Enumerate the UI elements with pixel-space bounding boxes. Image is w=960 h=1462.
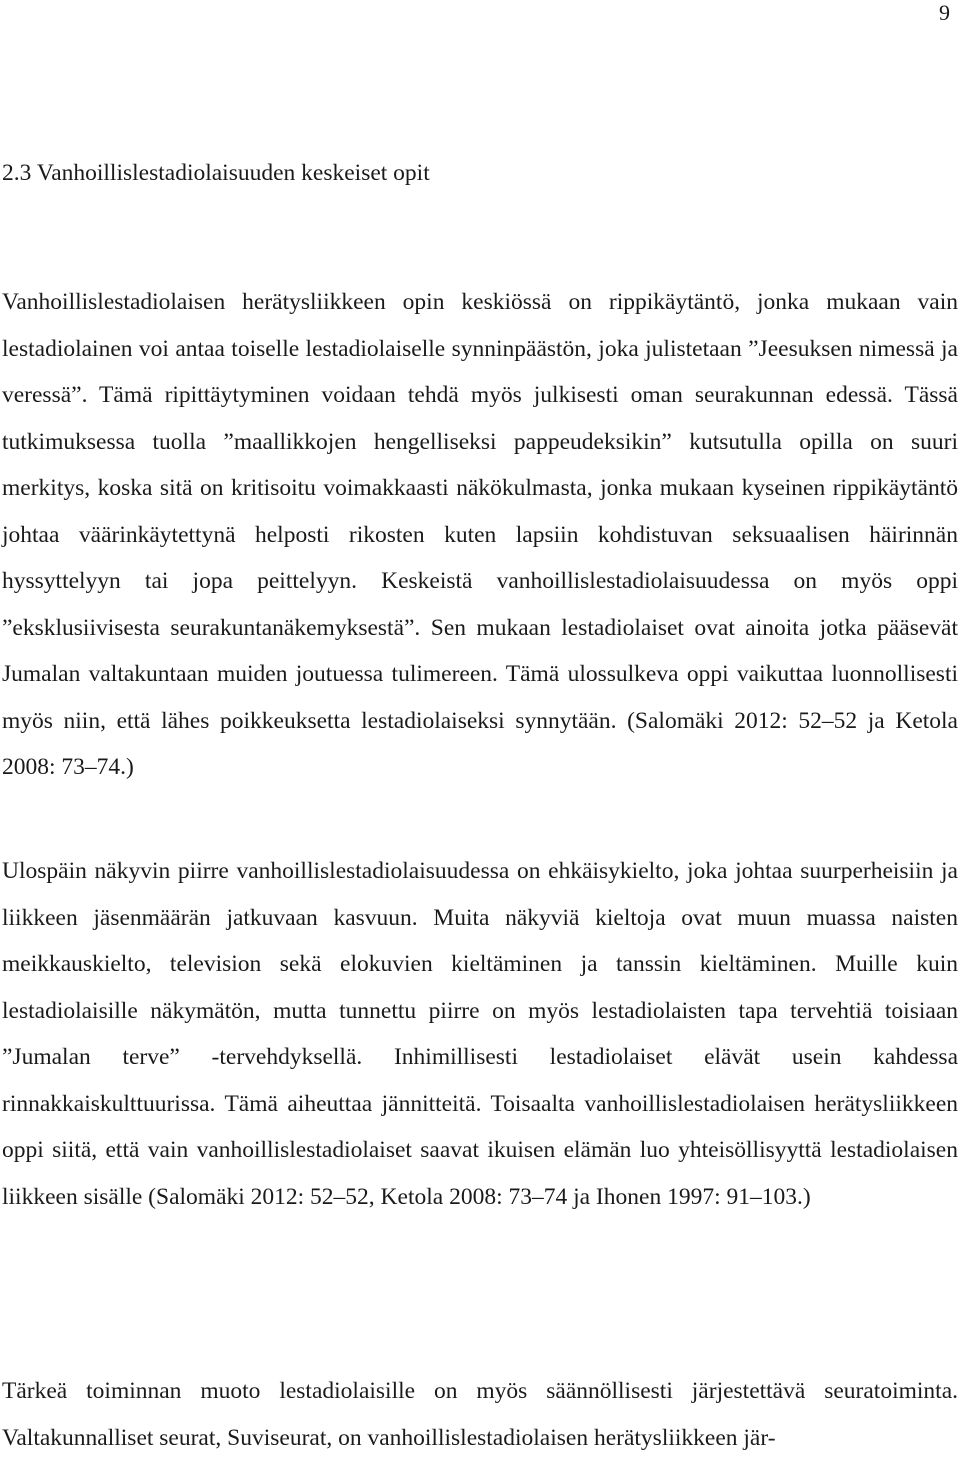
paragraph-ehkaisykielto: Ulospäin näkyvin piirre vanhoillislestadiolaisuudessa on ehkäisykielto, joka johtaa suurperheisiin ja liikkeen jäsenmäärän jatkuvaan kasvuun. Muita näkyviä kieltoja ovat muun muassa naisten meikkauskielto, television sekä elokuvien kieltäminen ja tanssin kieltäminen. Muille kuin lestadiolaisille näkymätön, mutta tunnettu piirre on myös lestadiolaisten tapa tervehtiä toisiaan ”Jumalan terve” -tervehdyksellä. Inhimillisesti lestadiolaiset elävät usein kahdessa rinnakkaiskulttuurissa. Tämä aiheuttaa jännitteitä. Toisaalta vanhoillislestadiolaisen herätysliikkeen oppi siitä, että vain vanhoillislestadiolaiset saavat ikuisen elämän luo yhteisöllisyyttä lestadiolaisen liikkeen sisälle (Salomäki 2012: 52–52, Ketola 2008: 73–74 ja Ihonen 1997: 91–103.) — [2, 858, 958, 1210]
section-heading: 2.3 Vanhoillislestadiolaisuuden keskeiset opit — [2, 160, 430, 186]
paragraph-rippikaytanto: Vanhoillislestadiolaisen herätysliikkeen opin keskiössä on rippikäytäntö, jonka mukaan vain lestadiolainen voi antaa toiselle lestadiolaiselle synninpäästön, joka julistetaan ”Jeesuksen nimessä ja veressä”. Tämä ripittäytyminen voidaan tehdä myös julkisesti oman seurakunnan edessä. Tässä tutkimuksessa tuolla ”maallikkojen hengelliseksi pappeudeksikin” kutsutulla opilla on suuri merkitys, koska sitä on kritisoitu voimakkaasti näkökulmasta, jonka mukaan kyseinen rippikäytäntö johtaa väärinkäytettynä helposti rikosten kuten lapsiin kohdistuvan seksuaalisen häirinnän hyssyttelyyn tai jopa peittelyyn. Keskeistä vanhoillislestadiolaisuudessa on myös oppi ”eksklusiivisesta seurakuntanäkemyksestä”. Sen mukaan lestadiolaiset ovat ainoita jotka pääsevät Jumalan valtakuntaan muiden joutuessa tulimereen. Tämä ulossulkeva oppi vaikuttaa luonnollisesti myös niin, että lähes poikkeuksetta lestadiolaiseksi synnytään. (Salomäki 2012: 52–52 ja Ketola 2008: 73–74.) — [2, 289, 958, 780]
page-number: 9 — [939, 0, 950, 25]
paragraph-seuratoiminta: Tärkeä toiminnan muoto lestadiolaisille on myös säännöllisesti järjestettävä seuratoiminta. Valtakunnalliset seurat, Suviseurat, on vanhoillislestadiolaisen herätysliikkeen jär- — [2, 1378, 958, 1451]
